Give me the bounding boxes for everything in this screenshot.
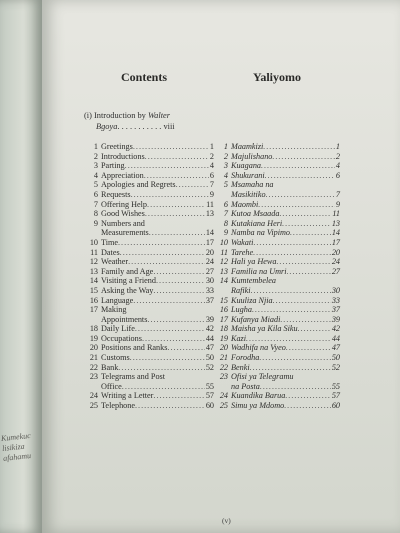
entry-page: 50 — [331, 353, 340, 363]
entry-label: Customs — [101, 353, 130, 363]
entry-page — [213, 219, 214, 229]
entry-label: Kuagana — [231, 161, 262, 171]
entry-number: 12 — [219, 257, 228, 267]
entry-number: 14 — [89, 276, 98, 286]
entry-label: Appointments — [101, 314, 148, 324]
entry-leader — [286, 343, 331, 353]
entry-leader — [144, 171, 209, 181]
entry-label: Hali ya Hewa — [231, 257, 277, 267]
entry-leader — [145, 209, 205, 219]
entry-label: Kazi — [231, 333, 247, 343]
entry-page: 33 — [205, 285, 214, 295]
entry-leader — [274, 180, 339, 190]
entry-page: 44 — [331, 333, 340, 343]
entry-leader — [276, 276, 339, 286]
entry-page: 4 — [209, 161, 214, 171]
swahili-entry — [216, 334, 340, 344]
english-entry — [86, 257, 214, 267]
entry-page: 4 — [335, 161, 340, 171]
entry-label: Tarehe — [231, 247, 254, 257]
entry-label: Maombi — [231, 199, 259, 209]
swahili-entry — [216, 363, 340, 373]
swahili-entry — [216, 209, 340, 219]
entry-page: 39 — [331, 314, 340, 324]
entry-page: 47 — [331, 343, 340, 353]
english-entry — [86, 180, 214, 190]
entry-leader — [131, 190, 209, 200]
english-entry — [86, 286, 214, 296]
entry-number: 25 — [219, 401, 228, 411]
english-entry — [86, 200, 214, 210]
entry-number: 22 — [89, 362, 98, 372]
entry-page: 7 — [209, 180, 214, 190]
english-entry — [86, 171, 214, 181]
entry-leader — [253, 238, 330, 248]
entry-number: 2 — [93, 151, 98, 161]
swahili-entry — [216, 382, 340, 392]
entry-leader — [145, 219, 213, 229]
english-entry — [86, 161, 214, 171]
entry-label: Appreciation — [101, 170, 144, 180]
entry-page: 13 — [331, 218, 340, 228]
entry-leader — [280, 315, 330, 325]
entry-number: 3 — [93, 161, 98, 171]
entry-leader — [266, 190, 335, 200]
entry-page: 1 — [335, 142, 340, 151]
entry-leader — [260, 382, 331, 392]
entry-number: 1 — [93, 142, 98, 151]
entry-number — [216, 286, 231, 296]
entry-label: Dates — [101, 247, 120, 257]
entry-page: 30 — [331, 285, 340, 295]
entry-page: 50 — [205, 353, 214, 363]
english-entry — [86, 305, 214, 315]
swahili-entry — [216, 353, 340, 363]
entry-leader — [167, 343, 204, 353]
entry-number: 3 — [223, 161, 228, 171]
entry-page: 52 — [331, 362, 340, 372]
entry-page: 9 — [335, 199, 340, 209]
english-entry — [86, 372, 214, 382]
entry-leader — [287, 267, 331, 277]
entry-label: Kuandika Barua — [231, 391, 286, 401]
entry-page — [213, 305, 214, 315]
entry-page: 60 — [205, 401, 214, 411]
swahili-entry — [216, 257, 340, 267]
swahili-entry — [216, 190, 340, 200]
entry-page: 47 — [205, 343, 214, 353]
english-entry — [86, 363, 214, 373]
swahili-entry — [216, 401, 340, 411]
entry-label: Numbers and — [101, 218, 145, 228]
english-entry — [86, 267, 214, 277]
entry-number: 7 — [93, 199, 98, 209]
entry-label: Requests — [101, 189, 131, 199]
entry-label: Kufanya Miadi — [231, 314, 281, 324]
entry-label: Writing a Letter — [101, 391, 154, 401]
entry-number: 16 — [219, 305, 228, 315]
contents-title: Contents — [121, 70, 168, 84]
swahili-contents-list — [216, 142, 340, 411]
entry-leader — [122, 382, 205, 392]
swahili-entry — [216, 152, 340, 162]
entry-number: 9 — [223, 228, 228, 238]
entry-leader — [261, 161, 335, 171]
entry-number: 4 — [223, 170, 228, 180]
entry-leader — [142, 334, 205, 344]
entry-leader — [135, 324, 205, 334]
entry-label: Msamaha na — [231, 180, 274, 190]
english-entry — [86, 353, 214, 363]
entry-page: 14 — [331, 228, 340, 238]
entry-leader — [135, 401, 205, 411]
english-entry — [86, 142, 214, 152]
entry-label: Apologies and Regrets — [101, 180, 176, 190]
entry-page: 37 — [331, 305, 340, 315]
entry-number: 18 — [89, 324, 98, 334]
swahili-entry — [216, 315, 340, 325]
entry-label: Language — [101, 295, 134, 305]
entry-leader — [252, 305, 331, 315]
entry-label: Familia na Umri — [231, 266, 287, 276]
entry-leader — [253, 248, 331, 258]
entry-label: Making — [101, 305, 127, 315]
entry-page: 30 — [205, 276, 214, 286]
entry-number: 25 — [89, 401, 98, 411]
yaliyomo-title: Yaliyomo — [253, 70, 301, 84]
entry-leader — [153, 286, 204, 296]
entry-leader — [250, 363, 331, 373]
entry-page: 6 — [209, 170, 214, 180]
entry-number: 10 — [89, 237, 98, 247]
entry-number: 1 — [223, 142, 228, 151]
entry-page: 33 — [331, 295, 340, 305]
entry-number: 11 — [90, 247, 98, 257]
english-entry — [86, 343, 214, 353]
entry-leader — [147, 200, 205, 210]
entry-leader — [118, 363, 205, 373]
entry-label: Visiting a Friend — [101, 276, 156, 286]
entry-number: 21 — [219, 353, 228, 363]
entry-label: Lugha — [231, 305, 252, 315]
entry-number: 18 — [219, 324, 228, 334]
entry-label: Weather — [101, 257, 129, 267]
swahili-entry — [216, 200, 340, 210]
entry-page: 52 — [205, 362, 214, 372]
entry-label: Daily Life — [101, 324, 135, 334]
entry-label: Namba na Vipimo — [231, 228, 290, 238]
entry-leader — [284, 401, 331, 411]
entry-number: 13 — [219, 266, 228, 276]
swahili-entry — [216, 276, 340, 286]
entry-label: Offering Help — [101, 199, 148, 209]
entry-page: 44 — [205, 333, 214, 343]
entry-number: 7 — [223, 209, 228, 219]
swahili-entry — [216, 180, 340, 190]
entry-page: 2 — [335, 151, 340, 161]
entry-leader — [246, 334, 331, 344]
entry-label: Masikitiko — [231, 189, 266, 199]
entry-leader — [133, 296, 205, 306]
page-number: (v) — [222, 516, 231, 525]
swahili-entry — [216, 296, 340, 306]
entry-page: 24 — [331, 257, 340, 267]
english-entry — [86, 190, 214, 200]
entry-leader — [120, 248, 205, 258]
entry-number: 6 — [93, 189, 98, 199]
entry-label: Benki — [231, 362, 250, 372]
entry-page: 57 — [331, 391, 340, 401]
entry-label: Wadhifa na Vyeo — [231, 343, 286, 353]
swahili-entry — [216, 171, 340, 181]
entry-page: 37 — [205, 295, 214, 305]
entry-label: Majulishano — [231, 151, 273, 161]
entry-leader — [118, 238, 205, 248]
entry-page: 57 — [205, 391, 214, 401]
entry-label: Ofisi ya Telegramu — [231, 372, 294, 382]
english-contents-list — [86, 142, 214, 411]
entry-label: Office — [101, 381, 122, 391]
english-entry — [86, 228, 214, 238]
entry-number: 20 — [89, 343, 98, 353]
intro-author-first: Walter — [147, 111, 170, 120]
entry-page: 7 — [335, 189, 340, 199]
entry-number: 23 — [89, 372, 98, 382]
entry-label: Shukurani — [231, 170, 265, 180]
swahili-entry — [216, 324, 340, 334]
swahili-entry — [216, 343, 340, 353]
entry-label: Family and Age — [101, 266, 154, 276]
swahili-entry — [216, 161, 340, 171]
entry-leader — [298, 324, 331, 334]
entry-label: Maamkizi — [231, 142, 264, 151]
entry-leader — [272, 152, 335, 162]
entry-leader — [128, 257, 205, 267]
introduction-entry — [84, 110, 214, 132]
entry-number: 5 — [223, 180, 228, 190]
entry-number: 10 — [219, 237, 228, 247]
english-entry — [86, 219, 214, 229]
entry-leader — [276, 257, 330, 267]
entry-label: Bank — [101, 362, 119, 372]
english-entry — [86, 334, 214, 344]
entry-leader — [259, 353, 330, 363]
entry-leader — [176, 180, 209, 190]
entry-label: na Posta — [231, 381, 260, 391]
swahili-entry — [216, 248, 340, 258]
swahili-entry — [216, 228, 340, 238]
entry-leader — [130, 353, 205, 363]
entry-page: 27 — [205, 266, 214, 276]
entry-leader — [290, 228, 331, 238]
entry-page: 11 — [206, 199, 214, 209]
entry-number: 15 — [89, 285, 98, 295]
entry-page: 17 — [331, 237, 340, 247]
entry-label: Telegrams and Post — [101, 372, 166, 382]
entry-number: 9 — [93, 218, 98, 228]
english-entry — [86, 315, 214, 325]
entry-leader — [156, 276, 205, 286]
entry-label: Greetings — [101, 142, 133, 151]
entry-label: Occupations — [101, 333, 142, 343]
entry-leader — [149, 228, 205, 238]
entry-page: 55 — [331, 381, 340, 391]
entry-number: 11 — [220, 247, 228, 257]
entry-leader — [293, 372, 339, 382]
entry-number: 24 — [89, 391, 98, 401]
entry-number — [216, 190, 231, 200]
entry-label: Kumtembelea — [231, 276, 277, 286]
entry-label: Positions and Ranks — [101, 343, 168, 353]
entry-page: 42 — [331, 324, 340, 334]
swahili-entry — [216, 391, 340, 401]
entry-number: 8 — [223, 218, 228, 228]
entry-leader — [282, 219, 331, 229]
entry-number: 17 — [89, 305, 98, 315]
entry-page: 11 — [332, 209, 340, 219]
entry-number — [86, 382, 101, 392]
entry-page: 42 — [205, 324, 214, 334]
intro-author-last: Bgoya — [96, 122, 118, 131]
swahili-entry — [216, 286, 340, 296]
entry-label: Parting — [101, 161, 125, 171]
entry-number: 2 — [223, 151, 228, 161]
entry-label: Wakati — [231, 237, 254, 247]
entry-page: 6 — [335, 170, 340, 180]
entry-page — [339, 180, 340, 190]
entry-number: 16 — [89, 295, 98, 305]
english-entry — [86, 238, 214, 248]
entry-leader — [258, 200, 335, 210]
entry-page: 20 — [331, 247, 340, 257]
entry-number — [216, 382, 231, 392]
entry-number — [86, 228, 101, 238]
entry-leader — [125, 161, 209, 171]
swahili-entry — [216, 305, 340, 315]
entry-leader — [263, 142, 335, 152]
entry-leader — [153, 391, 204, 401]
english-entry — [86, 152, 214, 162]
entry-label: Forodha — [231, 353, 260, 363]
entry-number: 4 — [93, 170, 98, 180]
entry-label: Telephone — [101, 401, 135, 411]
entry-page — [213, 372, 214, 382]
entry-page: 14 — [205, 228, 214, 238]
entry-label: Kuuliza Njia — [231, 295, 273, 305]
entry-number: 21 — [89, 353, 98, 363]
swahili-entry — [216, 219, 340, 229]
entry-label: Kutoa Msaada — [231, 209, 280, 219]
left-page-edge — [0, 0, 42, 533]
entry-page: 13 — [205, 209, 214, 219]
entry-label: Maisha ya Kila Siku — [231, 324, 298, 334]
entry-number: 5 — [93, 180, 98, 190]
english-entry — [86, 324, 214, 334]
entry-leader — [153, 267, 205, 277]
entry-page: 9 — [209, 189, 214, 199]
intro-prefix: (i) Introduction by — [84, 111, 148, 120]
english-entry — [86, 276, 214, 286]
entry-number: 17 — [219, 314, 228, 324]
entry-page — [339, 276, 340, 286]
entry-leader — [145, 152, 209, 162]
entry-page: 39 — [205, 314, 214, 324]
entry-label: Time — [101, 237, 118, 247]
entry-leader — [279, 209, 331, 219]
entry-page: 17 — [205, 237, 214, 247]
intro-page: viii — [163, 122, 175, 131]
entry-number — [86, 315, 101, 325]
intro-dots: . . . . . . . . . . . — [117, 122, 164, 131]
entry-page: 60 — [331, 401, 340, 411]
entry-number: 15 — [219, 295, 228, 305]
spine-text: Kumekuc lisikiza afahamu — [0, 430, 32, 463]
entry-page — [339, 372, 340, 382]
entry-page: 2 — [209, 151, 214, 161]
entry-number: 19 — [89, 333, 98, 343]
entry-leader — [147, 315, 204, 325]
entry-leader — [285, 391, 330, 401]
entry-number: 23 — [219, 372, 228, 382]
entry-number: 24 — [219, 391, 228, 401]
entry-page: 20 — [205, 247, 214, 257]
entry-leader — [165, 372, 213, 382]
entry-number: 13 — [89, 266, 98, 276]
entry-label: Simu ya Mdomo — [231, 401, 285, 411]
entry-leader — [273, 296, 331, 306]
entry-leader — [265, 171, 335, 181]
swahili-entry — [216, 267, 340, 277]
entry-label: Introductions — [101, 151, 145, 161]
entry-page: 24 — [205, 257, 214, 267]
entry-page: 27 — [331, 266, 340, 276]
entry-page: 55 — [205, 381, 214, 391]
swahili-entry — [216, 238, 340, 248]
entry-number: 20 — [219, 343, 228, 353]
english-entry — [86, 391, 214, 401]
entry-label: Kutakiana Heri — [231, 218, 283, 228]
english-entry — [86, 248, 214, 258]
english-entry — [86, 296, 214, 306]
english-entry — [86, 401, 214, 411]
entry-number: 6 — [223, 199, 228, 209]
swahili-entry — [216, 142, 340, 152]
entry-number: 12 — [89, 257, 98, 267]
entry-leader — [126, 305, 213, 315]
entry-label: Rafiki — [231, 285, 251, 295]
swahili-entry — [216, 372, 340, 382]
entry-label: Asking the Way — [101, 285, 154, 295]
entry-leader — [133, 142, 209, 152]
entry-number: 8 — [93, 209, 98, 219]
entry-page: 1 — [209, 142, 214, 151]
entry-number: 22 — [219, 362, 228, 372]
entry-number: 14 — [219, 276, 228, 286]
entry-leader — [251, 286, 331, 296]
entry-number: 19 — [219, 333, 228, 343]
english-entry — [86, 382, 214, 392]
entry-label: Measurements — [101, 228, 149, 238]
english-entry — [86, 209, 214, 219]
entry-label: Good Wishes — [101, 209, 145, 219]
